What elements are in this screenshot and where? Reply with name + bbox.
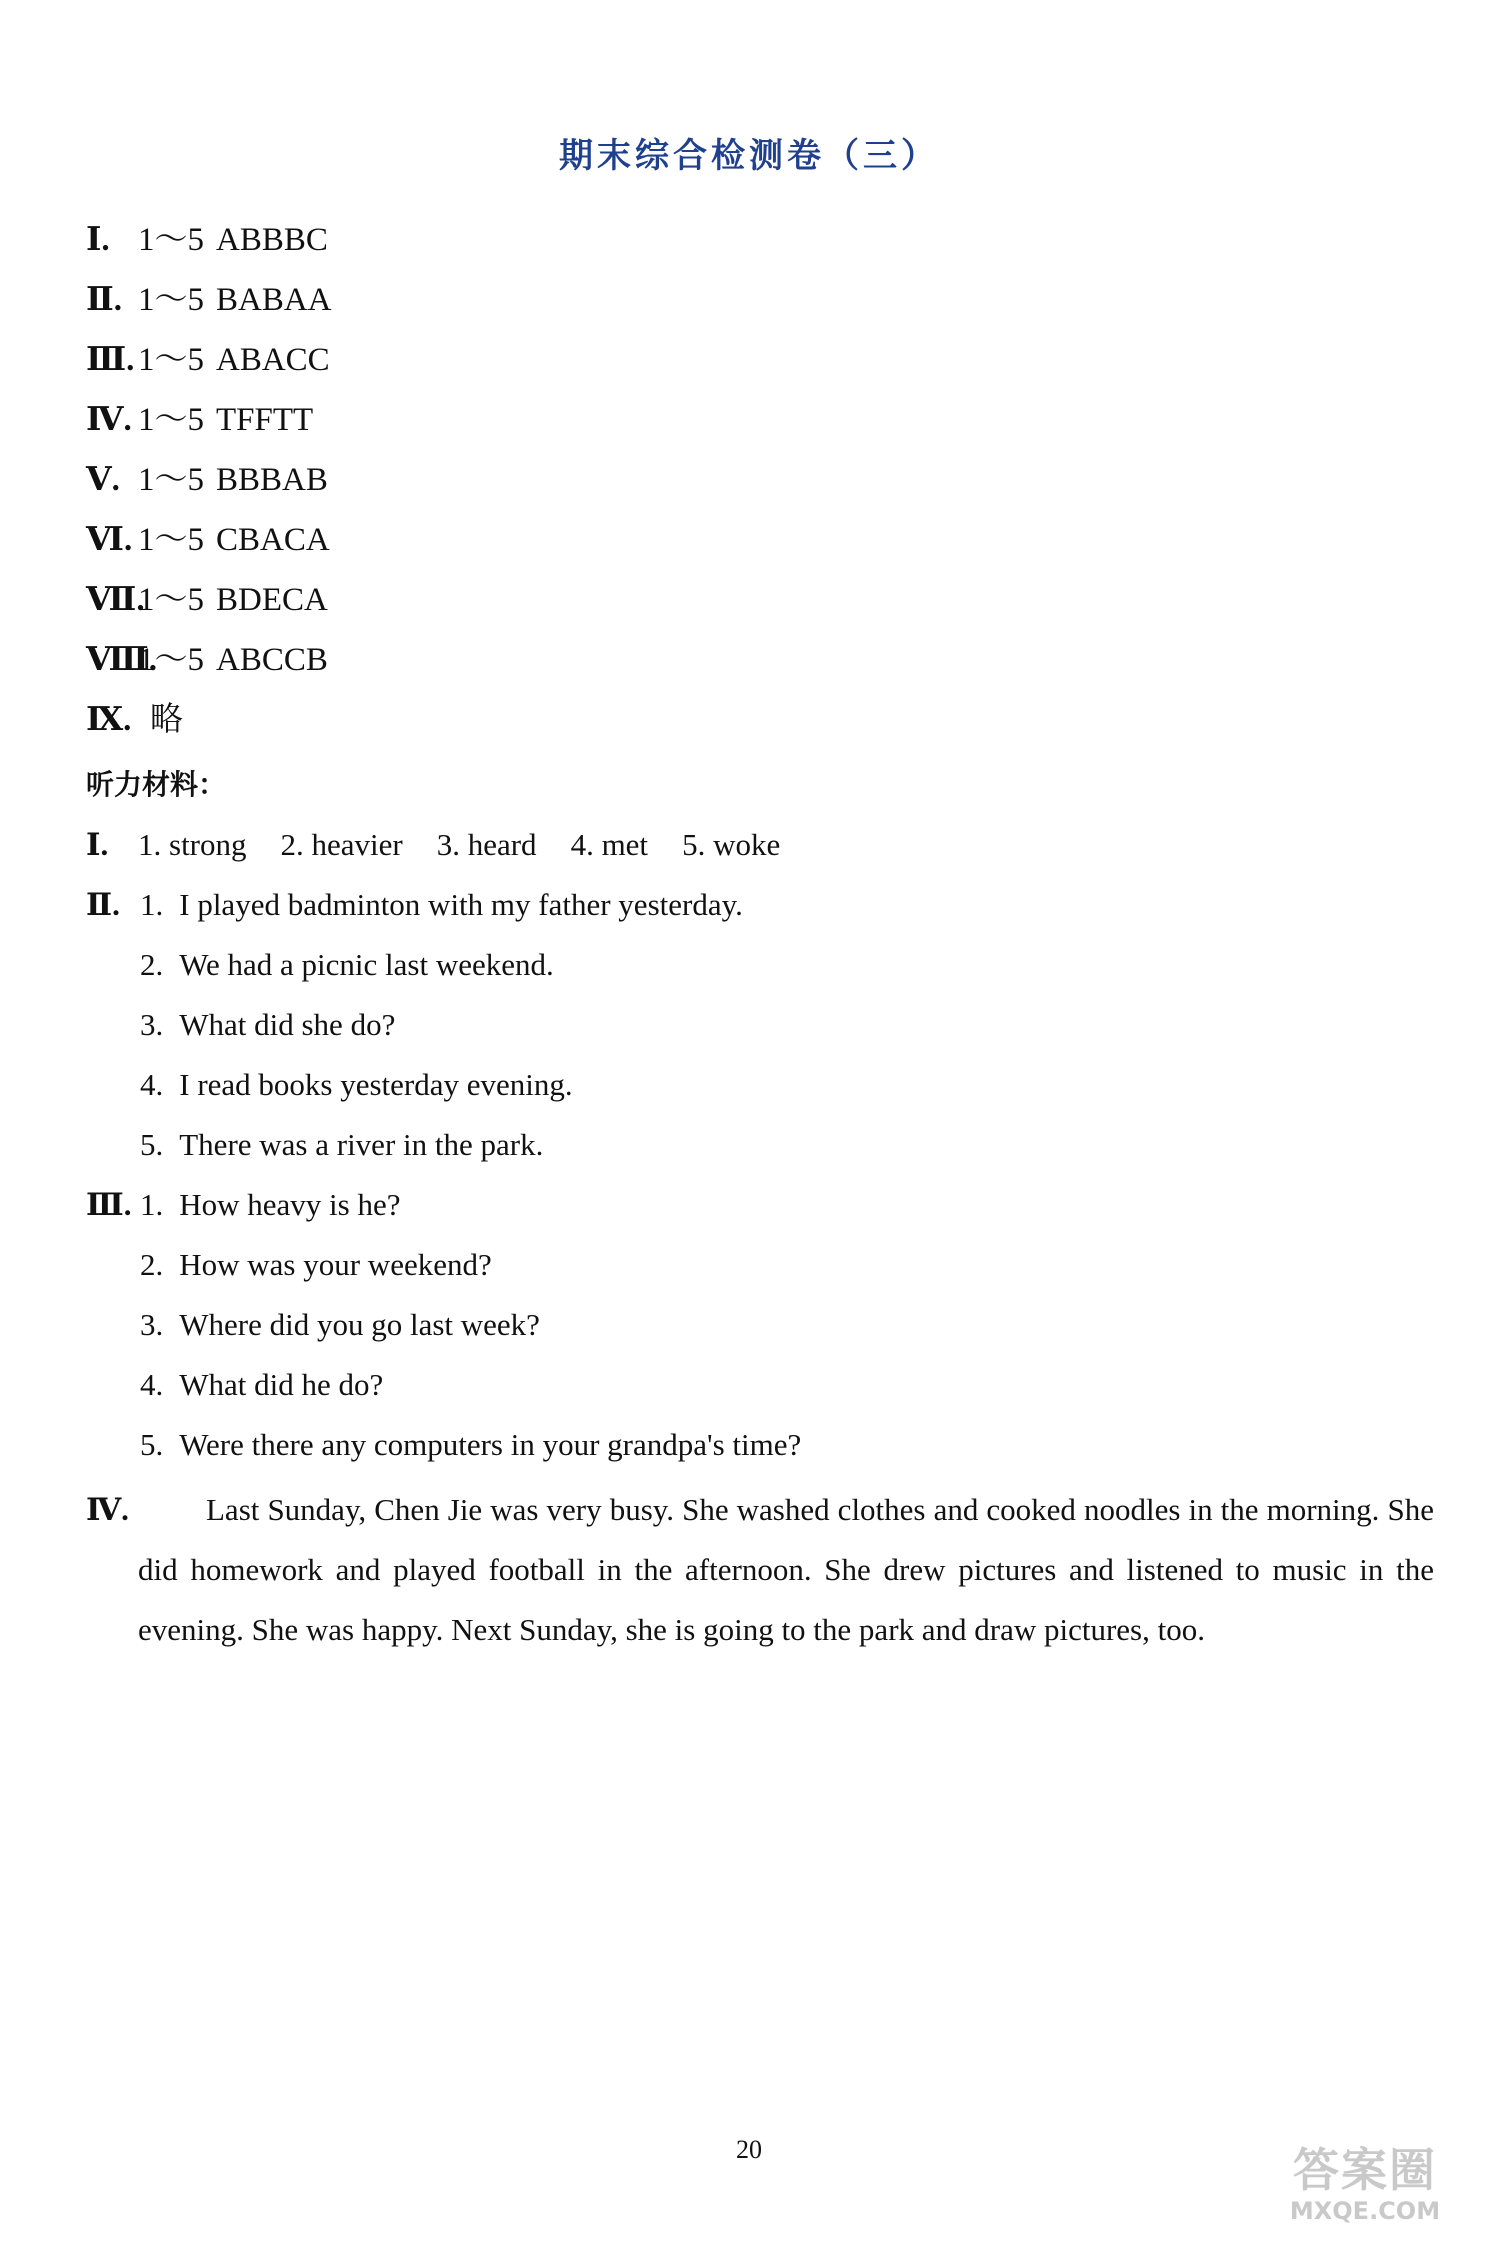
answer-line-2: [86, 280, 332, 320]
answer-value: ABACC: [216, 342, 330, 378]
answer-value: BBBAB: [216, 462, 328, 498]
question-range: 1～5: [138, 522, 204, 558]
list-item: [86, 1175, 801, 1235]
passage-text: Last Sunday, Chen Jie was very busy. She washed clothes and cooked noodles in the morning. She did homework and played football in the afternoon. She drew pictures and listened to music in the evening. She was happy. Next Sunday, she is going to the park and draw pictures, too.: [138, 1492, 1434, 1647]
listening-part-2: [86, 875, 743, 1175]
answer-value: TFFTT: [216, 402, 314, 438]
section-number: Ⅲ.: [86, 342, 135, 378]
item-text: We had a picnic last weekend.: [179, 947, 554, 982]
list-item: [86, 1355, 801, 1415]
section-number: Ⅲ.: [86, 1187, 132, 1222]
item-text: I read books yesterday evening.: [179, 1067, 573, 1102]
list-item: [86, 1115, 743, 1175]
item-index: 4.: [140, 1067, 164, 1102]
word-item: 5. woke: [682, 827, 781, 862]
question-range: 1～5: [138, 582, 204, 618]
item-index: 4.: [140, 1367, 164, 1402]
answer-value: ABBBC: [216, 222, 328, 258]
page-title: 期末综合检测卷（三）: [559, 136, 939, 176]
question-range: 1～5: [138, 462, 204, 498]
item-text: Were there any computers in your grandpa's time?: [179, 1427, 802, 1462]
listening-part-3: [86, 1175, 801, 1475]
answer-value: ABCCB: [216, 642, 328, 678]
question-range: 1～5: [138, 282, 204, 318]
answer-line-6: [86, 520, 330, 560]
listening-part-1: [86, 825, 814, 865]
item-text: How heavy is he?: [179, 1187, 401, 1222]
answer-value: BDECA: [216, 582, 328, 618]
list-item: [86, 1415, 801, 1475]
answer-value: CBACA: [216, 522, 330, 558]
item-text: What did she do?: [179, 1007, 396, 1042]
answer-line-5: [86, 460, 328, 500]
answer-line-7: [86, 580, 328, 620]
section-number: Ⅱ.: [86, 282, 123, 318]
list-item: [86, 875, 743, 935]
section-number: Ⅸ.: [86, 702, 132, 738]
item-text: How was your weekend?: [179, 1247, 492, 1282]
section-number: Ⅰ.: [86, 827, 109, 862]
word-item: 3. heard: [436, 827, 537, 862]
section-number: Ⅵ.: [86, 522, 133, 558]
question-range: 1～5: [138, 402, 204, 438]
item-index: 2.: [140, 947, 164, 982]
answer-value: BABAA: [216, 282, 332, 318]
list-item: [86, 935, 743, 995]
listening-part-4: [86, 1480, 1434, 1660]
item-index: 1.: [140, 887, 164, 922]
item-index: 3.: [140, 1007, 164, 1042]
item-text: I played badminton with my father yesterday.: [179, 887, 743, 922]
answer-line-1: [86, 220, 328, 260]
page-number: 20: [736, 2135, 762, 2164]
watermark-url: MXQE.COM: [1289, 2197, 1441, 2225]
section-number: Ⅳ.: [86, 402, 132, 438]
question-range: 1～5: [138, 642, 204, 678]
list-item: [86, 995, 743, 1055]
watermark-logo: [1260, 2143, 1470, 2233]
section-number: Ⅷ.: [86, 642, 157, 678]
word-item: 1. strong: [138, 827, 247, 862]
list-item: [86, 1055, 743, 1115]
item-index: 2.: [140, 1247, 164, 1282]
section-number: Ⅱ.: [86, 887, 120, 922]
listening-heading: 听力材料：: [86, 768, 227, 801]
answer-line-8: [86, 640, 328, 680]
item-text: What did he do?: [179, 1367, 384, 1402]
answer-line-3: [86, 340, 330, 380]
item-index: 3.: [140, 1307, 164, 1342]
list-item: [86, 1295, 801, 1355]
section-number: Ⅶ.: [86, 582, 145, 618]
item-text: There was a river in the park.: [179, 1127, 544, 1162]
answer-line-4: [86, 400, 313, 440]
section-number: Ⅴ.: [86, 462, 120, 498]
item-index: 5.: [140, 1427, 164, 1462]
answer-line-9: [86, 700, 183, 740]
question-range: 1～5: [138, 222, 204, 258]
section-number: Ⅰ.: [86, 222, 110, 258]
answer-value: 略: [150, 702, 183, 738]
item-text: Where did you go last week?: [179, 1307, 540, 1342]
item-index: 5.: [140, 1127, 164, 1162]
item-index: 1.: [140, 1187, 164, 1222]
word-item: 4. met: [570, 827, 649, 862]
question-range: 1～5: [138, 342, 204, 378]
watermark-text: 答案圈: [1293, 2143, 1437, 2197]
list-item: [86, 1235, 801, 1295]
section-number: Ⅳ.: [86, 1492, 129, 1527]
word-item: 2. heavier: [280, 827, 403, 862]
